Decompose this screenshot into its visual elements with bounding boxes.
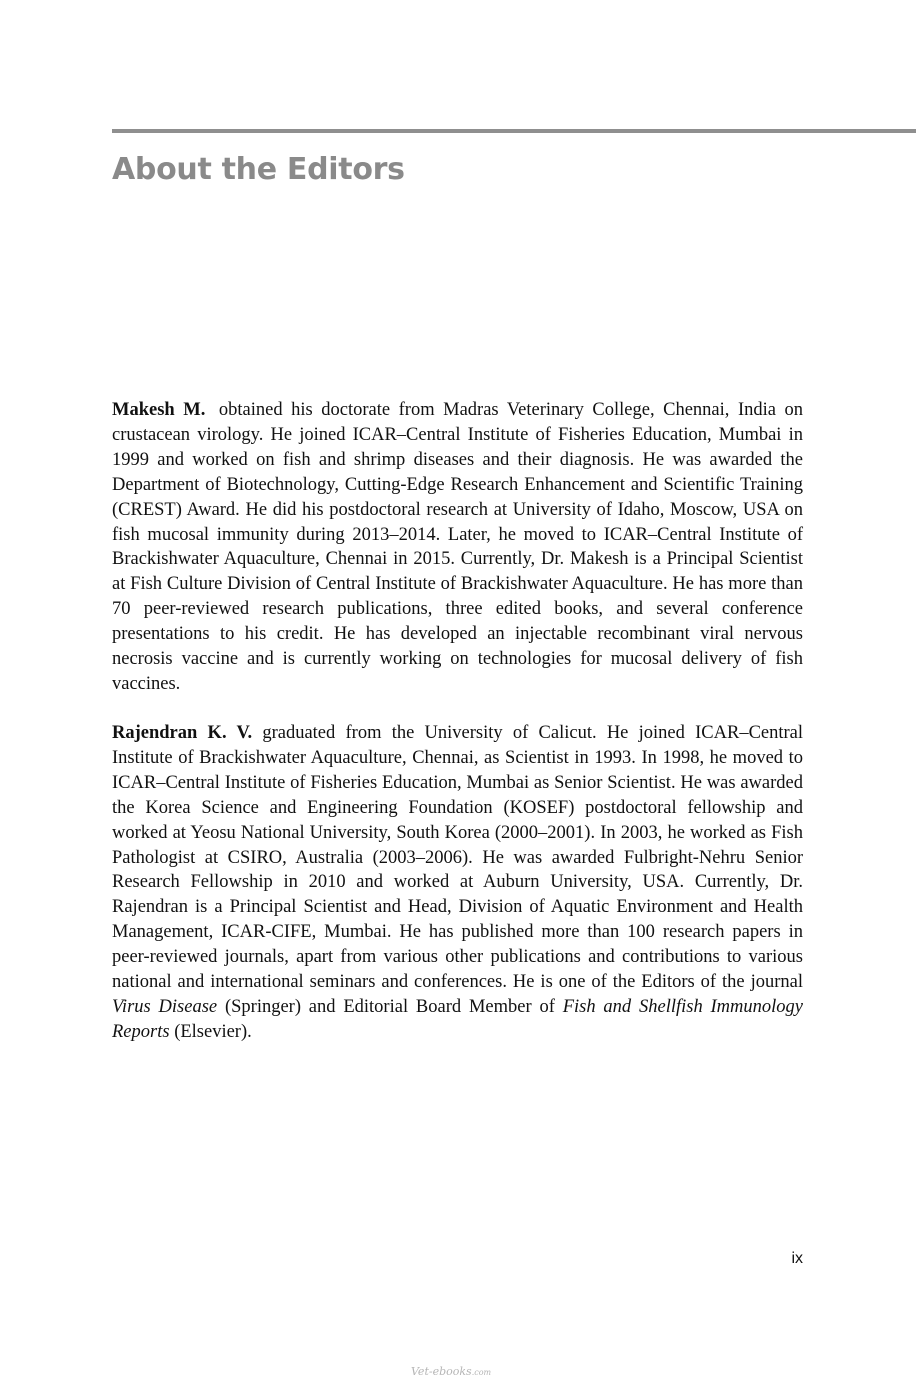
chapter-rule [112,129,916,133]
editor-bio-text: obtained his doctorate from Madras Veterinary College, Chennai, India on crustacean virology. He joined ICAR–Central Institute of Fisheries Education, Mumbai in 1999 and worked on fish and shrimp diseases and their diagnosis. He was awarded the Department of Biotechnology, Cutting-Edge Research Enhancement and Scientific Training (CREST) Award. He did his postdoctoral research at University of Idaho, Moscow, USA on fish mucosal immunity during 2013–2014. Later, he moved to ICAR–Central Institute of Brackishwater Aquaculture, Chennai in 2015. Currently, Dr. Makesh is a Principal Scientist at Fish Culture Division of Central Institute of Brackishwater Aquaculture. He has more than 70 peer-reviewed research publications, three edited books, and several conference presentations to his credit. He has developed an injectable recombinant viral nervous necrosis vaccine and is currently working on technologies for mucosal delivery of fish vaccines. [112,400,803,694]
watermark-suffix: .com [471,1368,492,1377]
editor-name: Makesh M. [112,400,206,420]
watermark-text: Vet-ebooks [411,1365,472,1378]
editor-bio-rajendran [112,721,803,1045]
journal-title: Fish and Shellfish Immunology Reports [112,996,804,1042]
chapter-title: About the Editors [112,152,405,187]
page-number: ix [791,1250,803,1267]
editor-bio-text: (Springer) and Editorial Board Member of [224,996,555,1017]
editor-bio-text: (Elsevier). [174,1021,252,1042]
editor-bio-makesh [112,398,803,697]
watermark-logo [411,1363,505,1381]
journal-title: Virus Disease [112,996,218,1017]
editor-bio-text: graduated from the University of Calicut. He joined ICAR–Central Institute of Brackishwater Aquaculture, Chennai, as Scientist in 1993. In 1998, he moved to ICAR–Central Institute of Fisheries Education, Mumbai as Senior Scientist. He was awarded the Korea Science and Engineering Foundation (KOSEF) postdoctoral fellowship and worked at Yeosu National University, South Korea (2000–2001). In 2003, he worked as Fish Pathologist at CSIRO, Australia (2003–2006). He was awarded Fulbright-Nehru Senior Research Fellowship in 2010 and worked at Auburn University, USA. Currently, Dr. Rajendran is a Principal Scientist and Head, Division of Aquatic Environment and Health Management, ICAR-CIFE, Mumbai. He has published more than 100 research papers in peer-reviewed journals, apart from various other publications and contributions to various national and international seminars and conferences. He is one of the Editors of the journal [112,723,804,993]
editor-name: Rajendran K. V. [112,723,253,743]
